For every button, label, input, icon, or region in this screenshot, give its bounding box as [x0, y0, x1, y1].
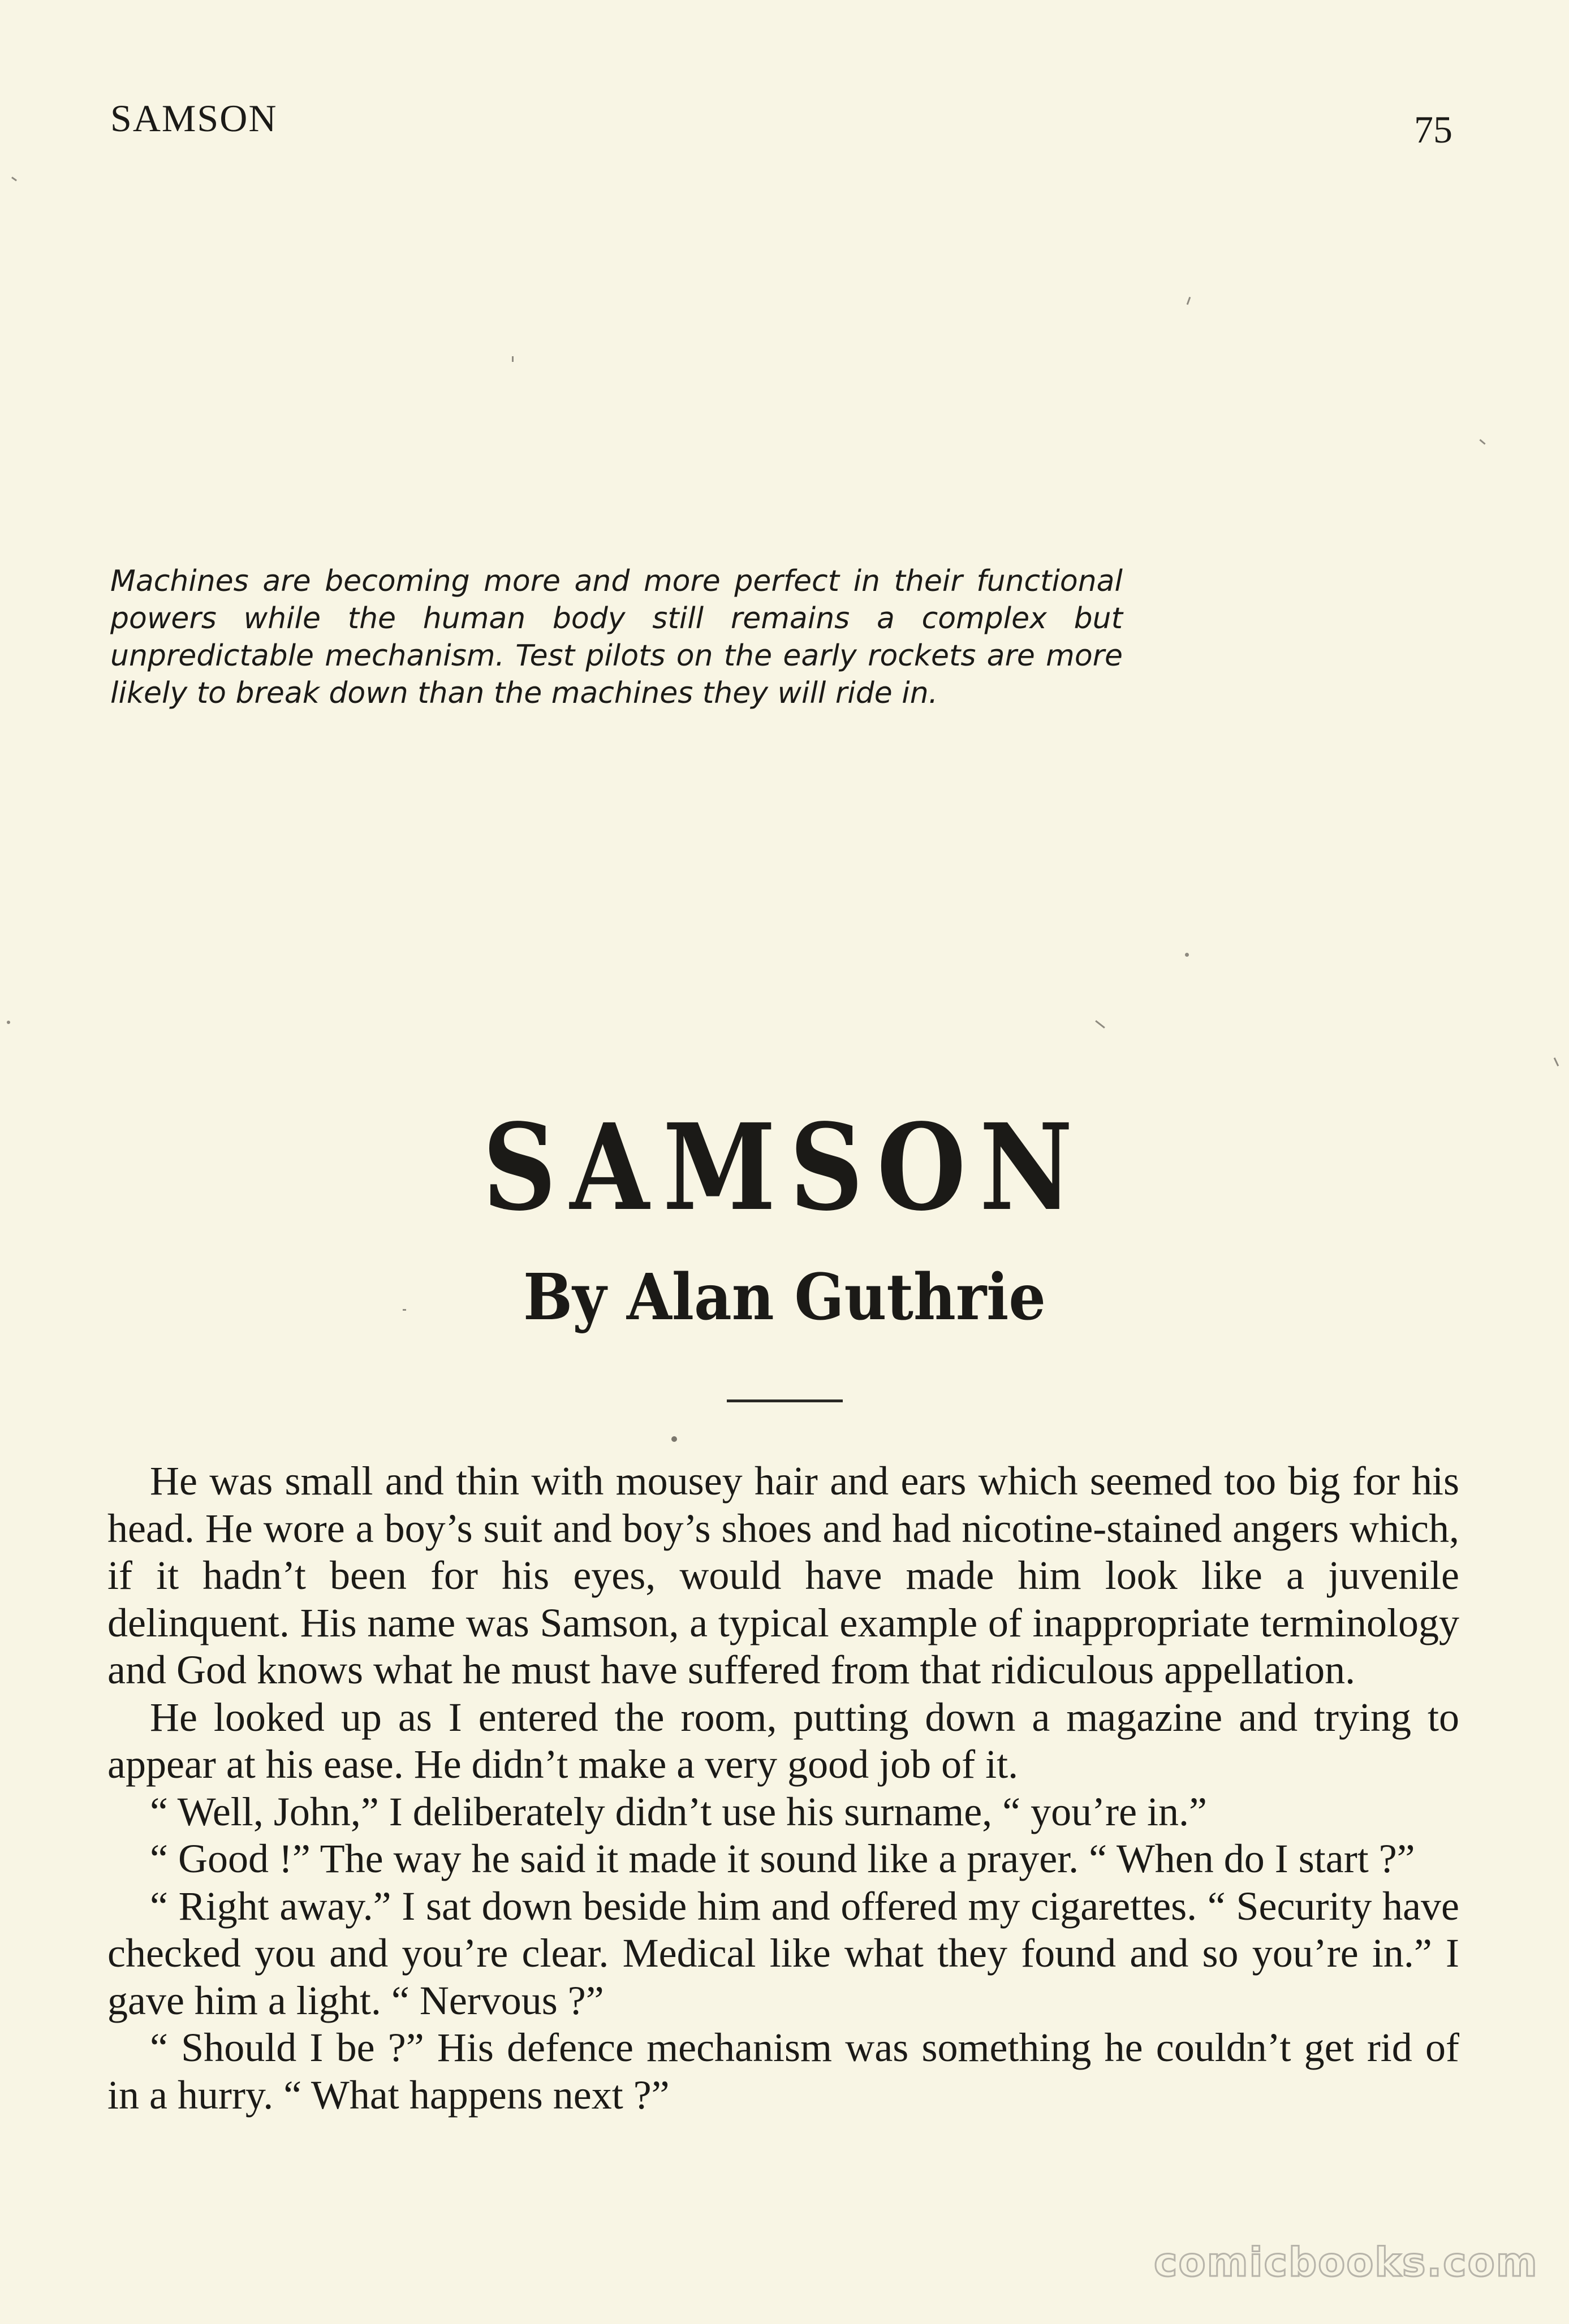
- page-number: 75: [1414, 108, 1452, 151]
- paragraph: He looked up as I entered the room, putting down a magazine and trying to appear at his ease. He didn’t make a very good job of it.: [107, 1694, 1459, 1787]
- story-byline: By Alan Guthrie: [523, 1260, 1046, 1334]
- paragraph: “ Well, John,” I deliberately didn’t use his surname, “ you’re in.”: [150, 1789, 1208, 1834]
- paragraph: “ Good !” The way he said it made it sound like a prayer. “ When do I start ?”: [150, 1836, 1415, 1881]
- watermark: comicbooks.com: [1154, 2239, 1538, 2286]
- story-blurb: Machines are becoming more and more perfect in their functional powers while the human body still remains a complex but unpredictable mechanism. Test pilots on the early rockets are more likely to break down than the machines they will ride in.: [110, 564, 1123, 710]
- running-head: SAMSON: [110, 97, 278, 140]
- paragraph: “ Right away.” I sat down beside him and offered my cigarettes. “ Security have checked you and you’re clear. Medical like what they found and so you’re in.” I gave him a light. “ Nervous ?”: [107, 1883, 1459, 2023]
- story-body: [107, 1458, 1459, 2119]
- paper-speck: [1554, 1057, 1559, 1066]
- title-divider-rule: [727, 1399, 843, 1402]
- story-title: SAMSON: [482, 1098, 1087, 1237]
- paragraph: He was small and thin with mousey hair and ears which seemed too big for his head. He wore a boy’s suit and boy’s shoes and had nicotine-stained angers which, if it hadn’t been for his eyes, would have made him look like a juvenile delinquent. His name was Samson, a typical example of inappropriate terminology and God knows what he must have suffered from that ridiculous appellation.: [107, 1458, 1459, 1692]
- paper-speck: [512, 356, 514, 362]
- paper-speck: [1187, 297, 1191, 305]
- paper-speck: [403, 1309, 406, 1311]
- paper-speck: [1095, 1020, 1105, 1029]
- paper-speck: [1479, 439, 1485, 444]
- ink-dot: [671, 1436, 677, 1442]
- paper-speck: [11, 176, 17, 181]
- paper-speck: [1185, 953, 1189, 957]
- paper-speck: [7, 1021, 10, 1024]
- paragraph: “ Should I be ?” His defence mechanism was something he couldn’t get rid of in a hurry. “ What happens next ?”: [107, 2025, 1459, 2118]
